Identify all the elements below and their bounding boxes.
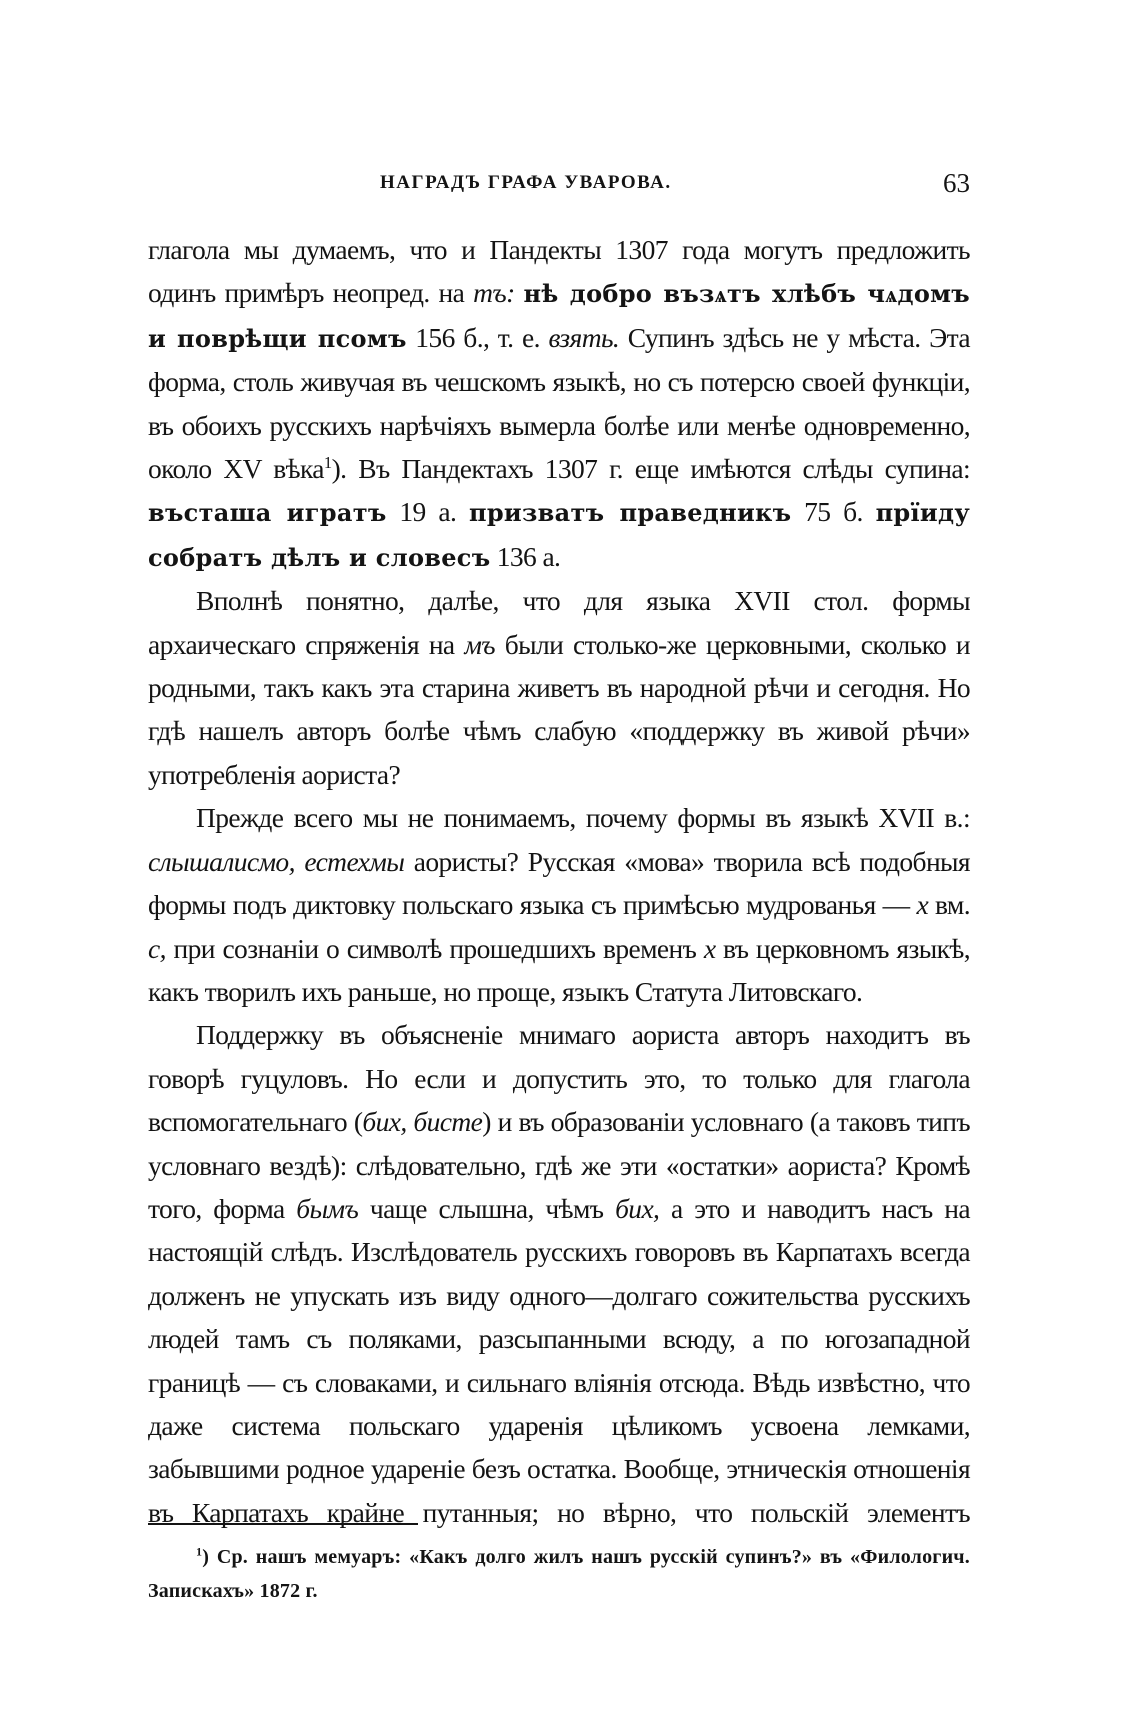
- text-run: [515, 277, 524, 308]
- italic-term: х: [916, 889, 929, 921]
- italic-term: слышалисмо, естехмы: [148, 845, 405, 877]
- church-slavonic-quote: призватъ праведникъ: [468, 498, 792, 528]
- text-run: ). Въ Пандектахъ 1307 г. еще имѣются слѣды супина:: [331, 453, 970, 485]
- text-run: Поддержку въ объясненіе мнимаго аориста авторъ находитъ въ говорѣ гуцуловъ. Но если и допустить это, то только для глагола вспомогательнаго (: [148, 1019, 970, 1138]
- text-run: были столько-же церковными, сколько и родными, такъ какъ эта старина живетъ въ народной рѣчи и сегодня. Но гдѣ нашелъ авторъ болѣе чѣмъ слабую «поддержку въ живой рѣчи» употребленія аориста?: [148, 628, 970, 790]
- footnote-ref: 1: [323, 452, 332, 472]
- italic-term: бих,: [615, 1192, 660, 1224]
- church-slavonic-quote: въсташа игратъ: [148, 498, 387, 528]
- italic-term: бих, бисте: [362, 1106, 483, 1138]
- text-run: глагола мы думаемъ, что и Пандекты 1307 года могутъ предложить одинъ примѣръ неопред. на: [148, 234, 970, 309]
- body-text: [148, 228, 970, 1534]
- text-run: 19 а.: [386, 496, 469, 528]
- italic-term: мъ: [464, 628, 495, 660]
- text-run: Супинъ здѣсь не у мѣста. Эта форма, столь живучая въ чешскомъ языкѣ, но съ потерсю своей функціи, въ обоихъ русскихъ нарѣчіяхъ вымерла болѣе или менѣе одновременно, около XV вѣка: [148, 321, 970, 485]
- text-run: въ церковномъ языкѣ, какъ творилъ ихъ раньше, но проще, языкъ Статута Литовскаго.: [148, 932, 970, 1007]
- paragraph-4: [148, 1013, 970, 1534]
- italic-term: тъ:: [473, 277, 515, 309]
- running-title: НАГРАДЪ ГРАФА УВАРОВА.: [380, 172, 672, 193]
- church-slavonic-quote: нѣ добро възѧтъ хлѣбъ чѧдомъ и поврѣщи псомъ: [148, 279, 970, 353]
- footnote-text: ) Ср. нашъ мемуаръ: «Какъ долго жилъ нашъ русскій супинъ?» въ «Филологич. Запискахъ» 1872 г.: [148, 1546, 970, 1602]
- text-run: Вполнѣ понятно, далѣе, что для языка XVII стол. формы архаическаго спряженія на: [148, 585, 970, 660]
- text-run: 156 б., т. е.: [406, 321, 549, 353]
- text-run: вм.: [928, 889, 970, 921]
- italic-term: с,: [148, 932, 166, 964]
- text-run: а это и наводитъ насъ на настоящій слѣдъ. Изслѣдователь русскихъ говоровъ въ Карпатахъ всегда долженъ не упускать изъ виду одного—долгаго сожительства русскихъ людей тамъ съ поляками, разсыпанными всюду, а по югозападной границѣ — съ словаками, и сильнаго вліянія отсюда. Вѣдь извѣстно, что даже система польскаго ударенія цѣликомъ усвоена лемками, забывшими родное удареніе безъ остатка. Вообще, этническія отношенія въ Карпатахъ крайне путанныя; но вѣрно, что польскій элементъ: [148, 1192, 970, 1528]
- text-run: аористы? Русская «мова» творила всѣ подобныя формы подъ диктовку польскаго языка съ примѣсью мудрованья —: [148, 845, 970, 921]
- text-run: 75 б.: [791, 496, 876, 528]
- footnote-marker: 1: [196, 1544, 203, 1559]
- italic-term: х: [703, 932, 716, 964]
- text-run: ) и въ образованіи условнаго (а таковъ типъ условнаго вездѣ): слѣдовательно, гдѣ же эти «остатки» аориста? Кромѣ того, форма: [148, 1106, 971, 1224]
- text-run: при сознаніи о символѣ прошедшихъ временъ: [165, 932, 704, 964]
- text-run: Прежде всего мы не понимаемъ, почему формы въ языкѣ XVII в.:: [196, 802, 970, 834]
- italic-term: взять.: [548, 321, 620, 353]
- italic-term: бымъ: [296, 1192, 359, 1224]
- text-run: чаще слышна, чѣмъ: [358, 1192, 616, 1224]
- text-run: 136 а.: [490, 540, 561, 572]
- page-header: [148, 168, 970, 204]
- page-number: 63: [943, 168, 970, 198]
- paragraph-3: [148, 796, 970, 1013]
- paragraph-1: [148, 228, 970, 579]
- paragraph-2: [148, 579, 970, 796]
- footnote: [148, 1540, 970, 1608]
- footnote-divider: [148, 1523, 418, 1525]
- church-slavonic-quote: прїиду собратъ дѣлъ и словесъ: [148, 498, 970, 572]
